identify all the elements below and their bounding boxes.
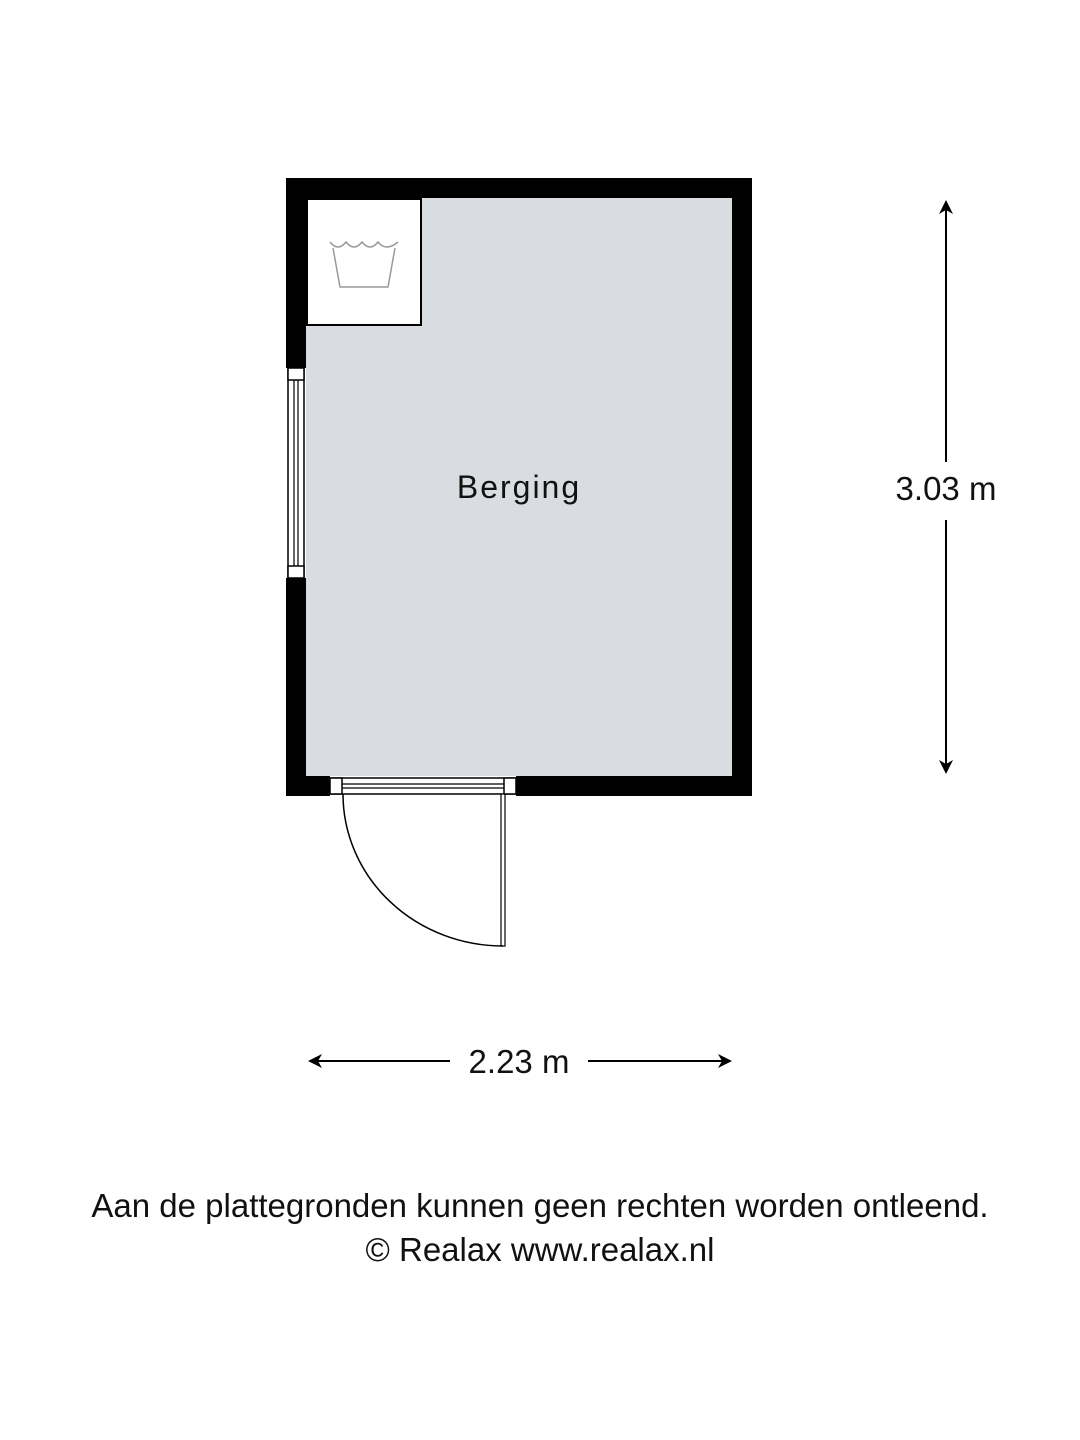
wall-left-lower: [286, 578, 306, 796]
door-leaf: [501, 794, 505, 946]
width-dimension-label: 2.23 m: [468, 1043, 570, 1080]
washer-fixture: [307, 199, 421, 325]
wall-top: [286, 178, 752, 198]
door: [330, 778, 516, 946]
wall-right: [732, 178, 752, 796]
copyright-text: © Realax www.realax.nl: [365, 1231, 715, 1268]
disclaimer-text: Aan de plattegronden kunnen geen rechten worden ontleend.: [91, 1187, 989, 1224]
wall-bottom-right: [516, 776, 752, 796]
door-swing-arc: [343, 794, 503, 946]
height-dimension-label: 3.03 m: [895, 470, 997, 507]
window-left: [288, 368, 304, 578]
wall-left-upper: [286, 178, 306, 368]
room-label: Berging: [456, 469, 582, 505]
wall-bottom-left: [286, 776, 330, 796]
